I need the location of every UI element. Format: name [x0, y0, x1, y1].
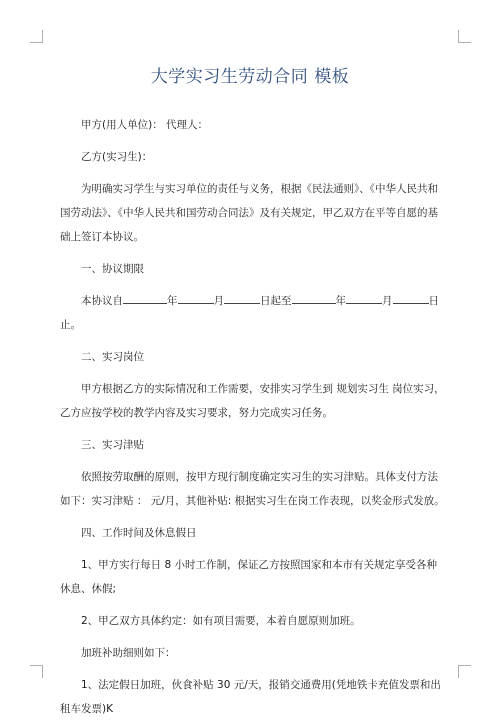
section-1-heading: 一、协议期限 [81, 263, 144, 275]
party-a-line: 甲方(用人单位)： 代理人： [81, 119, 209, 131]
term-text-start: 本协议自 [81, 295, 123, 307]
section-4-item-2: 2、甲乙双方具体约定：如有项目需要，本着自愿原则加班。 [81, 615, 361, 627]
crop-mark-top-left [30, 30, 43, 43]
term-text-month: 月 [213, 295, 224, 307]
start-month-blank[interactable] [178, 291, 214, 304]
end-year-blank[interactable] [292, 291, 336, 304]
start-year-blank[interactable] [123, 291, 167, 304]
term-text-end: 日止。 [60, 295, 439, 331]
section-4-item-1: 1、甲方实行每日 8 小时工作制，保证乙方按照国家和本市有关规定享受各种休息、休假; [60, 559, 438, 595]
term-text-until: 日起至 [260, 295, 292, 307]
section-2-body: 甲方根据乙方的实际情况和工作需要，安排实习学生到 规划实习生 岗位实习，乙方应按学校的教学内容及实习要求，努力完成实习任务。 [60, 383, 445, 419]
section-3-heading: 三、实习津贴 [81, 439, 144, 451]
section-4-heading: 四、工作时间及休息假日 [81, 527, 197, 539]
overtime-heading: 加班补助细则如下： [81, 647, 176, 659]
document-body [60, 113, 445, 721]
crop-mark-bottom-left [30, 665, 43, 678]
end-day-blank[interactable] [393, 291, 429, 304]
term-text-year: 年 [167, 295, 178, 307]
section-3-body: 依照按劳取酬的原则，按甲方现行制度确定实习生的实习津贴。具体支付方法如下：实习津贴 ： 元/月，其他补贴: 根据实习生在岗工作表现，以奖金形式发放。 [60, 471, 445, 507]
term-text-year-2: 年 [335, 295, 346, 307]
section-2-heading: 二、实习岗位 [81, 351, 144, 363]
intro-paragraph: 为明确实习学生与实习单位的责任与义务，根据《民法通则》、《中华人民共和国劳动法》、《中华人民共和国劳动合同法》及有关规定，甲乙双方在平等自愿的基础上签订本协议。 [60, 183, 438, 243]
crop-mark-bottom-right [458, 665, 471, 678]
term-text-month-2: 月 [382, 295, 393, 307]
party-b-line: 乙方(实习生)： [81, 151, 153, 163]
start-day-blank[interactable] [224, 291, 260, 304]
crop-mark-top-right [458, 30, 471, 43]
end-month-blank[interactable] [346, 291, 382, 304]
overtime-item-1: 1、法定假日加班，伙食补贴 30 元/天，报销交通费用(凭地铁卡充值发票和出租车发票)K [60, 679, 441, 715]
section-1-term-line [60, 289, 445, 337]
document-title: 大学实习生劳动合同 模板 [150, 67, 350, 87]
